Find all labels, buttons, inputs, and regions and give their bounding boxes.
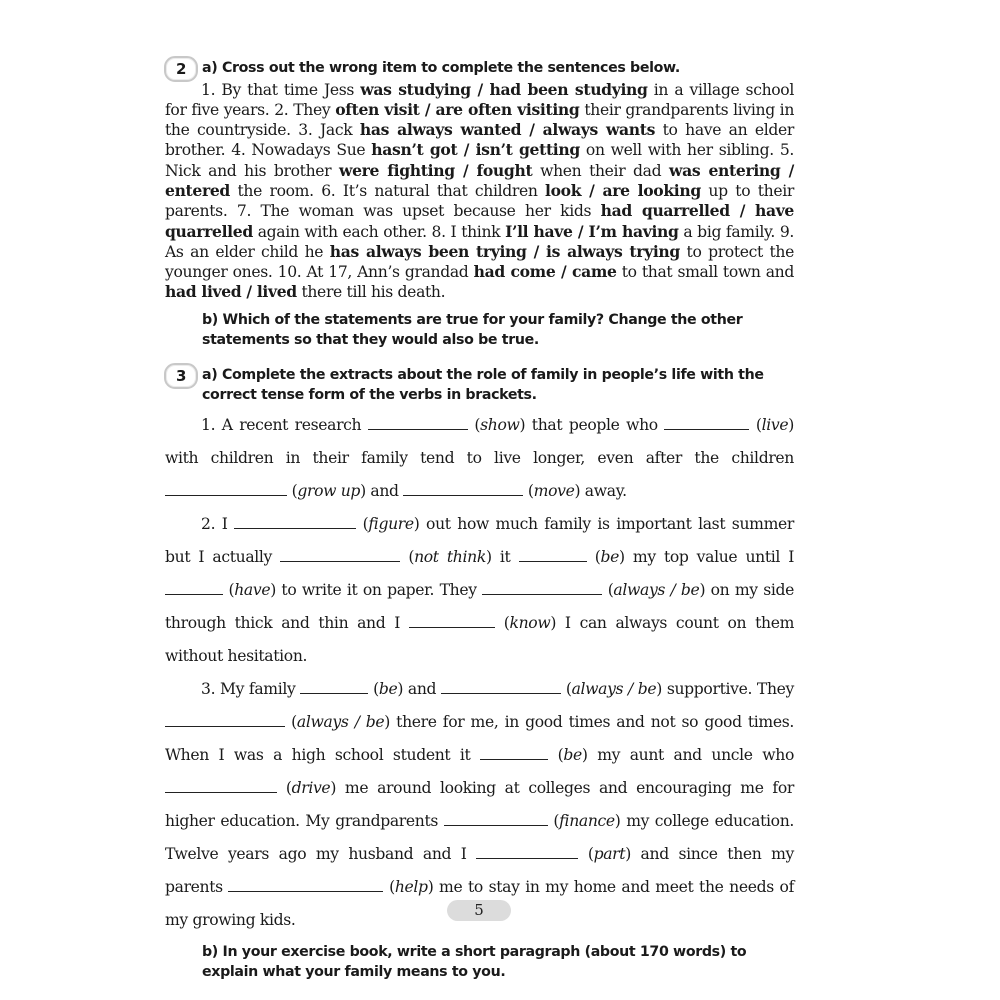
answer-blank[interactable] bbox=[444, 811, 548, 826]
extract-text: ( bbox=[362, 514, 369, 533]
answer-blank[interactable] bbox=[234, 514, 356, 529]
verb-hint: finance bbox=[559, 811, 615, 830]
verb-hint: figure bbox=[368, 514, 414, 533]
sentence-text: their grandparents living in the countryside. 3. Jack bbox=[165, 100, 795, 140]
answer-blank[interactable] bbox=[409, 613, 495, 628]
extract-text: ) with children in their family tend to live longer, even after the children bbox=[165, 415, 795, 467]
worksheet-page bbox=[165, 57, 794, 983]
verb-hint: live bbox=[761, 415, 789, 434]
verb-hint: grow up bbox=[297, 481, 361, 500]
choice-option[interactable]: often visit / are often visiting bbox=[335, 99, 580, 119]
extract-text: ( bbox=[228, 580, 235, 599]
extract-text: ) away. bbox=[574, 481, 627, 500]
extract-text: 1. A recent research bbox=[201, 415, 368, 434]
extract-text: ) supportive. They bbox=[656, 679, 794, 698]
exercise-number-badge: 3 bbox=[164, 363, 198, 389]
answer-blank[interactable] bbox=[280, 547, 400, 562]
answer-blank[interactable] bbox=[482, 580, 602, 595]
extract-text: ) my aunt and uncle who bbox=[581, 745, 795, 764]
extract-text: ( bbox=[291, 481, 298, 500]
extract-2 bbox=[165, 508, 794, 673]
choice-option[interactable]: was entering / entered bbox=[165, 160, 794, 200]
answer-blank[interactable] bbox=[165, 778, 277, 793]
choice-option[interactable]: had lived / lived bbox=[165, 282, 297, 302]
exercise-number-badge: 2 bbox=[164, 56, 198, 82]
extract-text: ( bbox=[565, 679, 572, 698]
extract-text: ( bbox=[474, 415, 481, 434]
extract-text: ) that people who bbox=[519, 415, 665, 434]
extract-text: ) me around looking at colleges and encouraging me for higher education. My grandparents bbox=[165, 778, 794, 830]
verb-hint: always / be bbox=[613, 580, 700, 599]
answer-blank[interactable] bbox=[300, 679, 368, 694]
exercise-2-sentences bbox=[165, 80, 794, 303]
exercise-2a-instruction: a) Cross out the wrong item to complete the sentences below. bbox=[202, 60, 680, 76]
choice-option[interactable]: has always been trying / is always trying bbox=[329, 241, 680, 261]
choice-option[interactable]: hasn’t got / isn’t getting bbox=[371, 140, 580, 160]
extract-text: ( bbox=[607, 580, 614, 599]
sentence-text: to protect the younger ones. 10. At 17, Ann’s grandad bbox=[165, 242, 794, 282]
sentence-text: to that small town and bbox=[616, 263, 794, 282]
extract-text: ) there for me, in good times and not so good times. When I was a high school student it bbox=[165, 712, 794, 764]
extract-text: ( bbox=[557, 745, 564, 764]
choice-option[interactable]: I’ll have / I’m having bbox=[505, 221, 679, 241]
exercise-3a-instruction: a) Complete the extracts about the role of family in people’s life with the correct tense form of the verbs in brackets. bbox=[202, 366, 764, 404]
extract-text: ( bbox=[755, 415, 762, 434]
page-number: 5 bbox=[447, 900, 511, 921]
extract-text: ) my top value until I bbox=[618, 547, 795, 566]
sentence-text: to have an elder brother. 4. Nowadays Sue bbox=[165, 121, 794, 160]
extract-text: ) it bbox=[485, 547, 519, 566]
choice-option[interactable]: were fighting / fought bbox=[339, 160, 533, 180]
exercise-3b-instruction: b) In your exercise book, write a short paragraph (about 170 words) to explain what your family means to you. bbox=[202, 943, 747, 981]
extract-text: ( bbox=[527, 481, 534, 500]
verb-hint: be bbox=[563, 745, 582, 764]
extract-text: ) on my side through thick and thin and I bbox=[165, 580, 795, 632]
extract-text: ) my college education. Twelve years ago my husband and I bbox=[165, 811, 794, 863]
extract-text: ) and bbox=[397, 679, 441, 698]
extract-text: ( bbox=[285, 778, 292, 797]
extract-text: ) me to stay in my home and meet the needs of my growing kids. bbox=[165, 877, 794, 929]
answer-blank[interactable] bbox=[664, 415, 749, 430]
extract-text: ( bbox=[553, 811, 560, 830]
sentence-text: there till his death. bbox=[296, 283, 446, 302]
answer-blank[interactable] bbox=[519, 547, 587, 562]
answer-blank[interactable] bbox=[165, 712, 285, 727]
verb-hint: drive bbox=[291, 778, 331, 797]
extract-text: ( bbox=[389, 877, 395, 896]
sentence-text: 1. By that time Jess bbox=[201, 80, 361, 99]
answer-blank[interactable] bbox=[165, 580, 223, 595]
sentence-text: when their dad bbox=[532, 161, 669, 180]
sentence-text: up to their parents. 7. The woman was upset because her kids bbox=[165, 181, 794, 221]
answer-blank[interactable] bbox=[228, 877, 383, 892]
extract-3 bbox=[165, 673, 794, 937]
extract-text: ( bbox=[594, 547, 601, 566]
verb-hint: part bbox=[593, 844, 626, 863]
choice-option[interactable]: look / are looking bbox=[545, 180, 701, 200]
extract-text: ( bbox=[291, 712, 297, 731]
choice-option[interactable]: had quarrelled / have quarrelled bbox=[165, 201, 794, 241]
exercise-3-header bbox=[165, 365, 794, 406]
extract-text: ( bbox=[503, 613, 510, 632]
extract-text: ( bbox=[408, 547, 415, 566]
verb-hint: be bbox=[378, 679, 398, 698]
verb-hint: show bbox=[480, 415, 520, 434]
extract-text: 3. My family bbox=[201, 679, 301, 698]
answer-blank[interactable] bbox=[476, 844, 578, 859]
answer-blank[interactable] bbox=[441, 679, 561, 694]
extract-1 bbox=[165, 409, 794, 508]
extract-text: ) and since then my parents bbox=[165, 844, 794, 896]
verb-hint: be bbox=[600, 547, 619, 566]
choice-option[interactable]: had come / came bbox=[473, 262, 617, 282]
choice-option[interactable]: was studying / had been studying bbox=[360, 79, 648, 99]
verb-hint: help bbox=[394, 877, 428, 896]
extract-text: 2. I bbox=[201, 514, 235, 533]
answer-blank[interactable] bbox=[165, 481, 287, 496]
extract-text: ) to write it on paper. They bbox=[270, 580, 483, 599]
sentence-text: again with each other. 8. I think bbox=[252, 222, 506, 241]
answer-blank[interactable] bbox=[403, 481, 523, 496]
extract-text: ) I can always count on them without hesitation. bbox=[165, 613, 795, 665]
choice-option[interactable]: has always wanted / always wants bbox=[359, 120, 656, 140]
verb-hint: not think bbox=[414, 547, 486, 566]
extract-text: ( bbox=[373, 679, 379, 698]
sentence-text: in a village school for five years. 2. They bbox=[165, 80, 794, 119]
verb-hint: move bbox=[533, 481, 575, 500]
verb-hint: always / be bbox=[571, 679, 657, 698]
sentence-text: the room. 6. It’s natural that children bbox=[229, 181, 546, 200]
extract-text: ) out how much family is important last summer but I actually bbox=[165, 514, 794, 566]
exercise-2-header bbox=[165, 58, 794, 79]
answer-blank[interactable] bbox=[368, 415, 468, 430]
verb-hint: know bbox=[509, 613, 551, 632]
exercise-2b-instruction: b) Which of the statements are true for your family? Change the other statements so that they would also be true. bbox=[202, 311, 743, 349]
extract-text: ( bbox=[587, 844, 594, 863]
verb-hint: always / be bbox=[296, 712, 385, 731]
extract-text: ) and bbox=[360, 481, 404, 500]
sentence-text: on well with her sibling. 5. Nick and his brother bbox=[165, 141, 794, 180]
sentence-text: a big family. 9. As an elder child he bbox=[165, 222, 794, 261]
answer-blank[interactable] bbox=[480, 745, 548, 760]
verb-hint: have bbox=[234, 580, 271, 599]
